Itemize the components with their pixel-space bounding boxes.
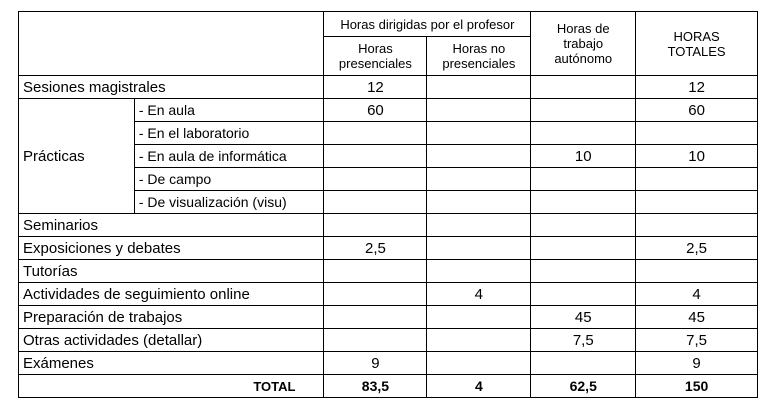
row-label: Seminarios <box>19 214 324 237</box>
cell-totales: 9 <box>636 352 758 375</box>
cell-autonomo <box>531 99 636 122</box>
cell-autonomo <box>531 168 636 191</box>
cell-autonomo <box>531 260 636 283</box>
cell-autonomo <box>531 283 636 306</box>
row-label: Otras actividades (detallar) <box>19 329 324 352</box>
cell-autonomo: 45 <box>531 306 636 329</box>
row-sublabel: - En aula <box>134 99 324 122</box>
cell-presenciales: 12 <box>324 76 427 99</box>
cell-no-presenciales <box>427 329 531 352</box>
cell-totales: 60 <box>636 99 758 122</box>
row-sublabel: - En el laboratorio <box>134 122 324 145</box>
total-no-presenciales: 4 <box>427 375 531 398</box>
cell-totales <box>636 122 758 145</box>
row-sublabel: - En aula de informática <box>134 145 324 168</box>
total-totales: 150 <box>636 375 758 398</box>
cell-no-presenciales <box>427 145 531 168</box>
header-presenciales: Horas presenciales <box>324 37 427 76</box>
row-total <box>19 375 758 398</box>
cell-totales <box>636 168 758 191</box>
cell-presenciales <box>324 122 427 145</box>
cell-autonomo: 7,5 <box>531 329 636 352</box>
row-label: Exposiciones y debates <box>19 237 324 260</box>
row-label: Tutorías <box>19 260 324 283</box>
cell-totales: 2,5 <box>636 237 758 260</box>
practicas-label: Prácticas <box>19 99 135 214</box>
header-row-1 <box>19 12 758 37</box>
cell-no-presenciales <box>427 191 531 214</box>
total-label: TOTAL <box>19 375 324 398</box>
cell-presenciales <box>324 260 427 283</box>
row-label: Exámenes <box>19 352 324 375</box>
cell-no-presenciales <box>427 306 531 329</box>
cell-presenciales: 2,5 <box>324 237 427 260</box>
row-otras <box>19 329 758 352</box>
row-sesiones <box>19 76 758 99</box>
cell-totales: 10 <box>636 145 758 168</box>
cell-presenciales: 9 <box>324 352 427 375</box>
row-tutorias <box>19 260 758 283</box>
cell-totales: 12 <box>636 76 758 99</box>
total-autonomo: 62,5 <box>531 375 636 398</box>
cell-no-presenciales: 4 <box>427 283 531 306</box>
row-exposiciones <box>19 237 758 260</box>
cell-no-presenciales <box>427 168 531 191</box>
cell-presenciales <box>324 306 427 329</box>
cell-totales <box>636 260 758 283</box>
cell-autonomo <box>531 214 636 237</box>
total-presenciales: 83,5 <box>324 375 427 398</box>
cell-no-presenciales <box>427 76 531 99</box>
row-sublabel: - De campo <box>134 168 324 191</box>
header-empty-cell <box>19 12 324 76</box>
cell-autonomo <box>531 352 636 375</box>
cell-autonomo <box>531 122 636 145</box>
cell-autonomo <box>531 191 636 214</box>
cell-presenciales <box>324 168 427 191</box>
header-group: Horas dirigidas por el profesor <box>324 12 531 37</box>
cell-no-presenciales <box>427 214 531 237</box>
cell-autonomo <box>531 76 636 99</box>
cell-presenciales <box>324 214 427 237</box>
cell-totales: 7,5 <box>636 329 758 352</box>
cell-no-presenciales <box>427 260 531 283</box>
cell-presenciales <box>324 329 427 352</box>
cell-presenciales <box>324 191 427 214</box>
cell-no-presenciales <box>427 99 531 122</box>
cell-presenciales <box>324 145 427 168</box>
row-label: Sesiones magistrales <box>19 76 324 99</box>
cell-autonomo: 10 <box>531 145 636 168</box>
row-preparacion <box>19 306 758 329</box>
cell-no-presenciales <box>427 122 531 145</box>
row-sublabel: - De visualización (visu) <box>134 191 324 214</box>
header-no-presenciales: Horas no presenciales <box>427 37 531 76</box>
row-label: Preparación de trabajos <box>19 306 324 329</box>
cell-totales: 4 <box>636 283 758 306</box>
row-seminarios <box>19 214 758 237</box>
row-examenes <box>19 352 758 375</box>
hours-table <box>18 11 758 398</box>
cell-totales: 45 <box>636 306 758 329</box>
cell-presenciales: 60 <box>324 99 427 122</box>
row-seguimiento <box>19 283 758 306</box>
cell-autonomo <box>531 237 636 260</box>
row-label: Actividades de seguimiento online <box>19 283 324 306</box>
header-totales: HORAS TOTALES <box>636 12 758 76</box>
cell-no-presenciales <box>427 352 531 375</box>
cell-totales <box>636 191 758 214</box>
row-practicas-aula <box>19 99 758 122</box>
cell-totales <box>636 214 758 237</box>
cell-presenciales <box>324 283 427 306</box>
cell-no-presenciales <box>427 237 531 260</box>
header-autonomo: Horas de trabajo autónomo <box>531 12 636 76</box>
